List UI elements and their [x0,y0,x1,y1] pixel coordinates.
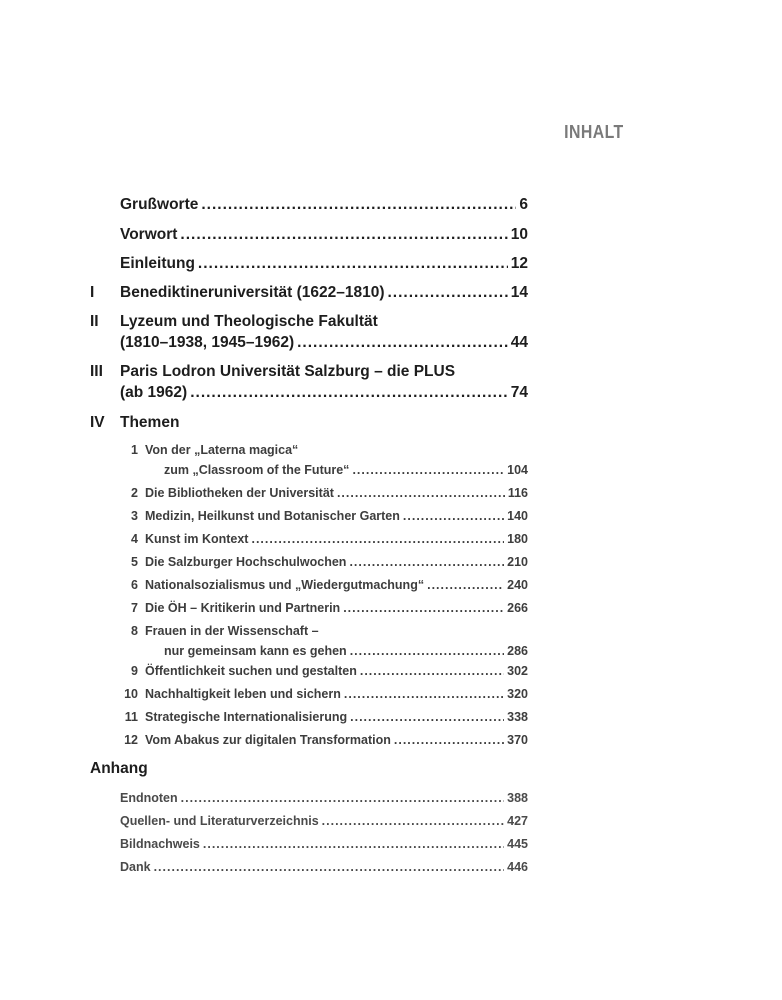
dot-leader [198,255,508,273]
dot-leader [350,644,504,658]
toc-entry-line [120,384,528,402]
anhang-heading: Anhang [90,760,148,777]
toc-entry-title: Die Bibliotheken der Universität [145,486,334,500]
toc-entry-title: Dank [120,860,151,874]
toc-entry-line [120,837,528,851]
toc-page-number: 6 [519,196,528,213]
toc-entry-title: Nachhaltigkeit leben und sichern [145,687,341,701]
toc-entry-title: Vorwort [120,226,178,243]
toc-page-number: 338 [507,710,528,724]
toc-entry-line [145,710,528,724]
toc-page-number: 44 [510,334,528,351]
toc-entry-title: Bildnachweis [120,837,200,851]
toc-entry-line [120,860,528,874]
toc-entry-line [145,555,528,569]
toc-subentry-number: 10 [124,687,138,701]
dot-leader [394,733,504,747]
dot-leader [427,578,504,592]
toc-subentry-number: 3 [131,509,138,523]
toc-entry-title: Benediktineruniversität (1622–1810) [120,284,385,301]
toc-page-number: 286 [507,644,528,658]
page-title: INHALT [564,122,624,142]
toc-entry-line [120,196,528,214]
toc-page-number: 388 [507,791,528,805]
toc-subentry-number: 9 [131,664,138,678]
toc-entry-title: zum „Classroom of the Future“ [164,463,350,477]
dot-leader [349,555,504,569]
toc-entry-title: Quellen- und Literaturverzeichnis [120,814,319,828]
toc-page-number: 210 [507,555,528,569]
toc-page-number: 104 [507,463,528,477]
toc-entry-title-line1: Paris Lodron Universität Salzburg – die PLUS [120,363,456,380]
dot-leader [387,284,507,302]
toc-entry-line [145,532,528,546]
toc-subentry-number: 4 [131,532,138,546]
dot-leader [190,384,508,402]
toc-entry-title: Medizin, Heilkunst und Botanischer Garten [145,509,400,523]
dot-leader [350,710,504,724]
toc-subentry-number: 5 [131,555,138,569]
dot-leader [154,860,505,874]
toc-entry-line [164,463,528,477]
dot-leader [344,687,504,701]
toc-entry-line [120,284,528,302]
toc-entry-title-line1: Lyzeum und Theologische Fakultät [120,313,378,330]
toc-roman-numeral: III [90,363,103,380]
toc-subentry-number: 7 [131,601,138,615]
toc-entry-line [145,664,528,678]
toc-roman-numeral: IV [90,414,105,431]
toc-page-number: 12 [510,255,528,272]
toc-entry-line [145,578,528,592]
toc-page-number: 427 [507,814,528,828]
toc-entry-title: Die Salzburger Hochschulwochen [145,555,347,569]
toc-entry-line [145,486,528,500]
toc-entry-title: Vom Abakus zur digitalen Transformation [145,733,391,747]
toc-entry-title: Strategische Internationalisierung [145,710,348,724]
dot-leader [403,509,504,523]
toc-entry-title: Grußworte [120,196,199,213]
dot-leader [297,334,508,352]
toc-roman-numeral: II [90,313,99,330]
dot-leader [343,601,504,615]
dot-leader [337,486,505,500]
toc-entry-title-line1: Von der „Laterna magica“ [145,443,299,457]
toc-entry-title-line1: Frauen in der Wissenschaft – [145,624,319,638]
toc-entry-line [145,733,528,747]
toc-subentry-number: 2 [131,486,138,500]
toc-subentry-number: 8 [131,624,138,638]
toc-entry-title: Die ÖH – Kritikerin und Partnerin [145,601,341,615]
dot-leader [201,196,516,214]
dot-leader [180,226,507,244]
toc-roman-numeral: I [90,284,95,301]
toc-entry-title: (ab 1962) [120,384,188,401]
toc-subentry-number: 11 [124,710,138,724]
toc-page-number: 240 [507,578,528,592]
toc-page-number: 14 [510,284,528,301]
toc-page-number: 74 [510,384,528,401]
toc-entry-title: Themen [120,414,180,431]
toc-entry-line [164,644,528,658]
toc-page-number: 370 [507,733,528,747]
toc-entry-title: Nationalsozialismus und „Wiedergutmachung“ [145,578,425,592]
dot-leader [181,791,505,805]
toc-page-number: 302 [507,664,528,678]
toc-entry-title: nur gemeinsam kann es gehen [164,644,347,658]
toc-page-number: 10 [510,226,528,243]
toc-page-number: 320 [507,687,528,701]
toc-entry-line [120,791,528,805]
toc-entry-line [120,334,528,352]
toc-entry-title: Kunst im Kontext [145,532,249,546]
toc-page-number: 445 [507,837,528,851]
toc-entry-title: Öffentlichkeit suchen und gestalten [145,664,357,678]
toc-page-number: 180 [507,532,528,546]
toc-entry-line [145,687,528,701]
toc-page-number: 116 [507,486,528,500]
toc-entry-line [120,814,528,828]
dot-leader [352,463,504,477]
toc-subentry-number: 1 [131,443,138,457]
toc-entry-title: Endnoten [120,791,178,805]
toc-entry-title: Einleitung [120,255,195,272]
toc-entry-line [120,255,528,273]
dot-leader [203,837,504,851]
toc-entry-line [120,226,528,244]
toc-subentry-number: 6 [131,578,138,592]
toc-entry-line [145,509,528,523]
dot-leader [322,814,504,828]
toc-page-number: 140 [507,509,528,523]
toc-page-number: 266 [507,601,528,615]
toc-entry-line [145,601,528,615]
dot-leader [251,532,504,546]
toc-entry-title: (1810–1938, 1945–1962) [120,334,295,351]
toc-subentry-number: 12 [124,733,138,747]
toc-page-number: 446 [507,860,528,874]
dot-leader [360,664,504,678]
